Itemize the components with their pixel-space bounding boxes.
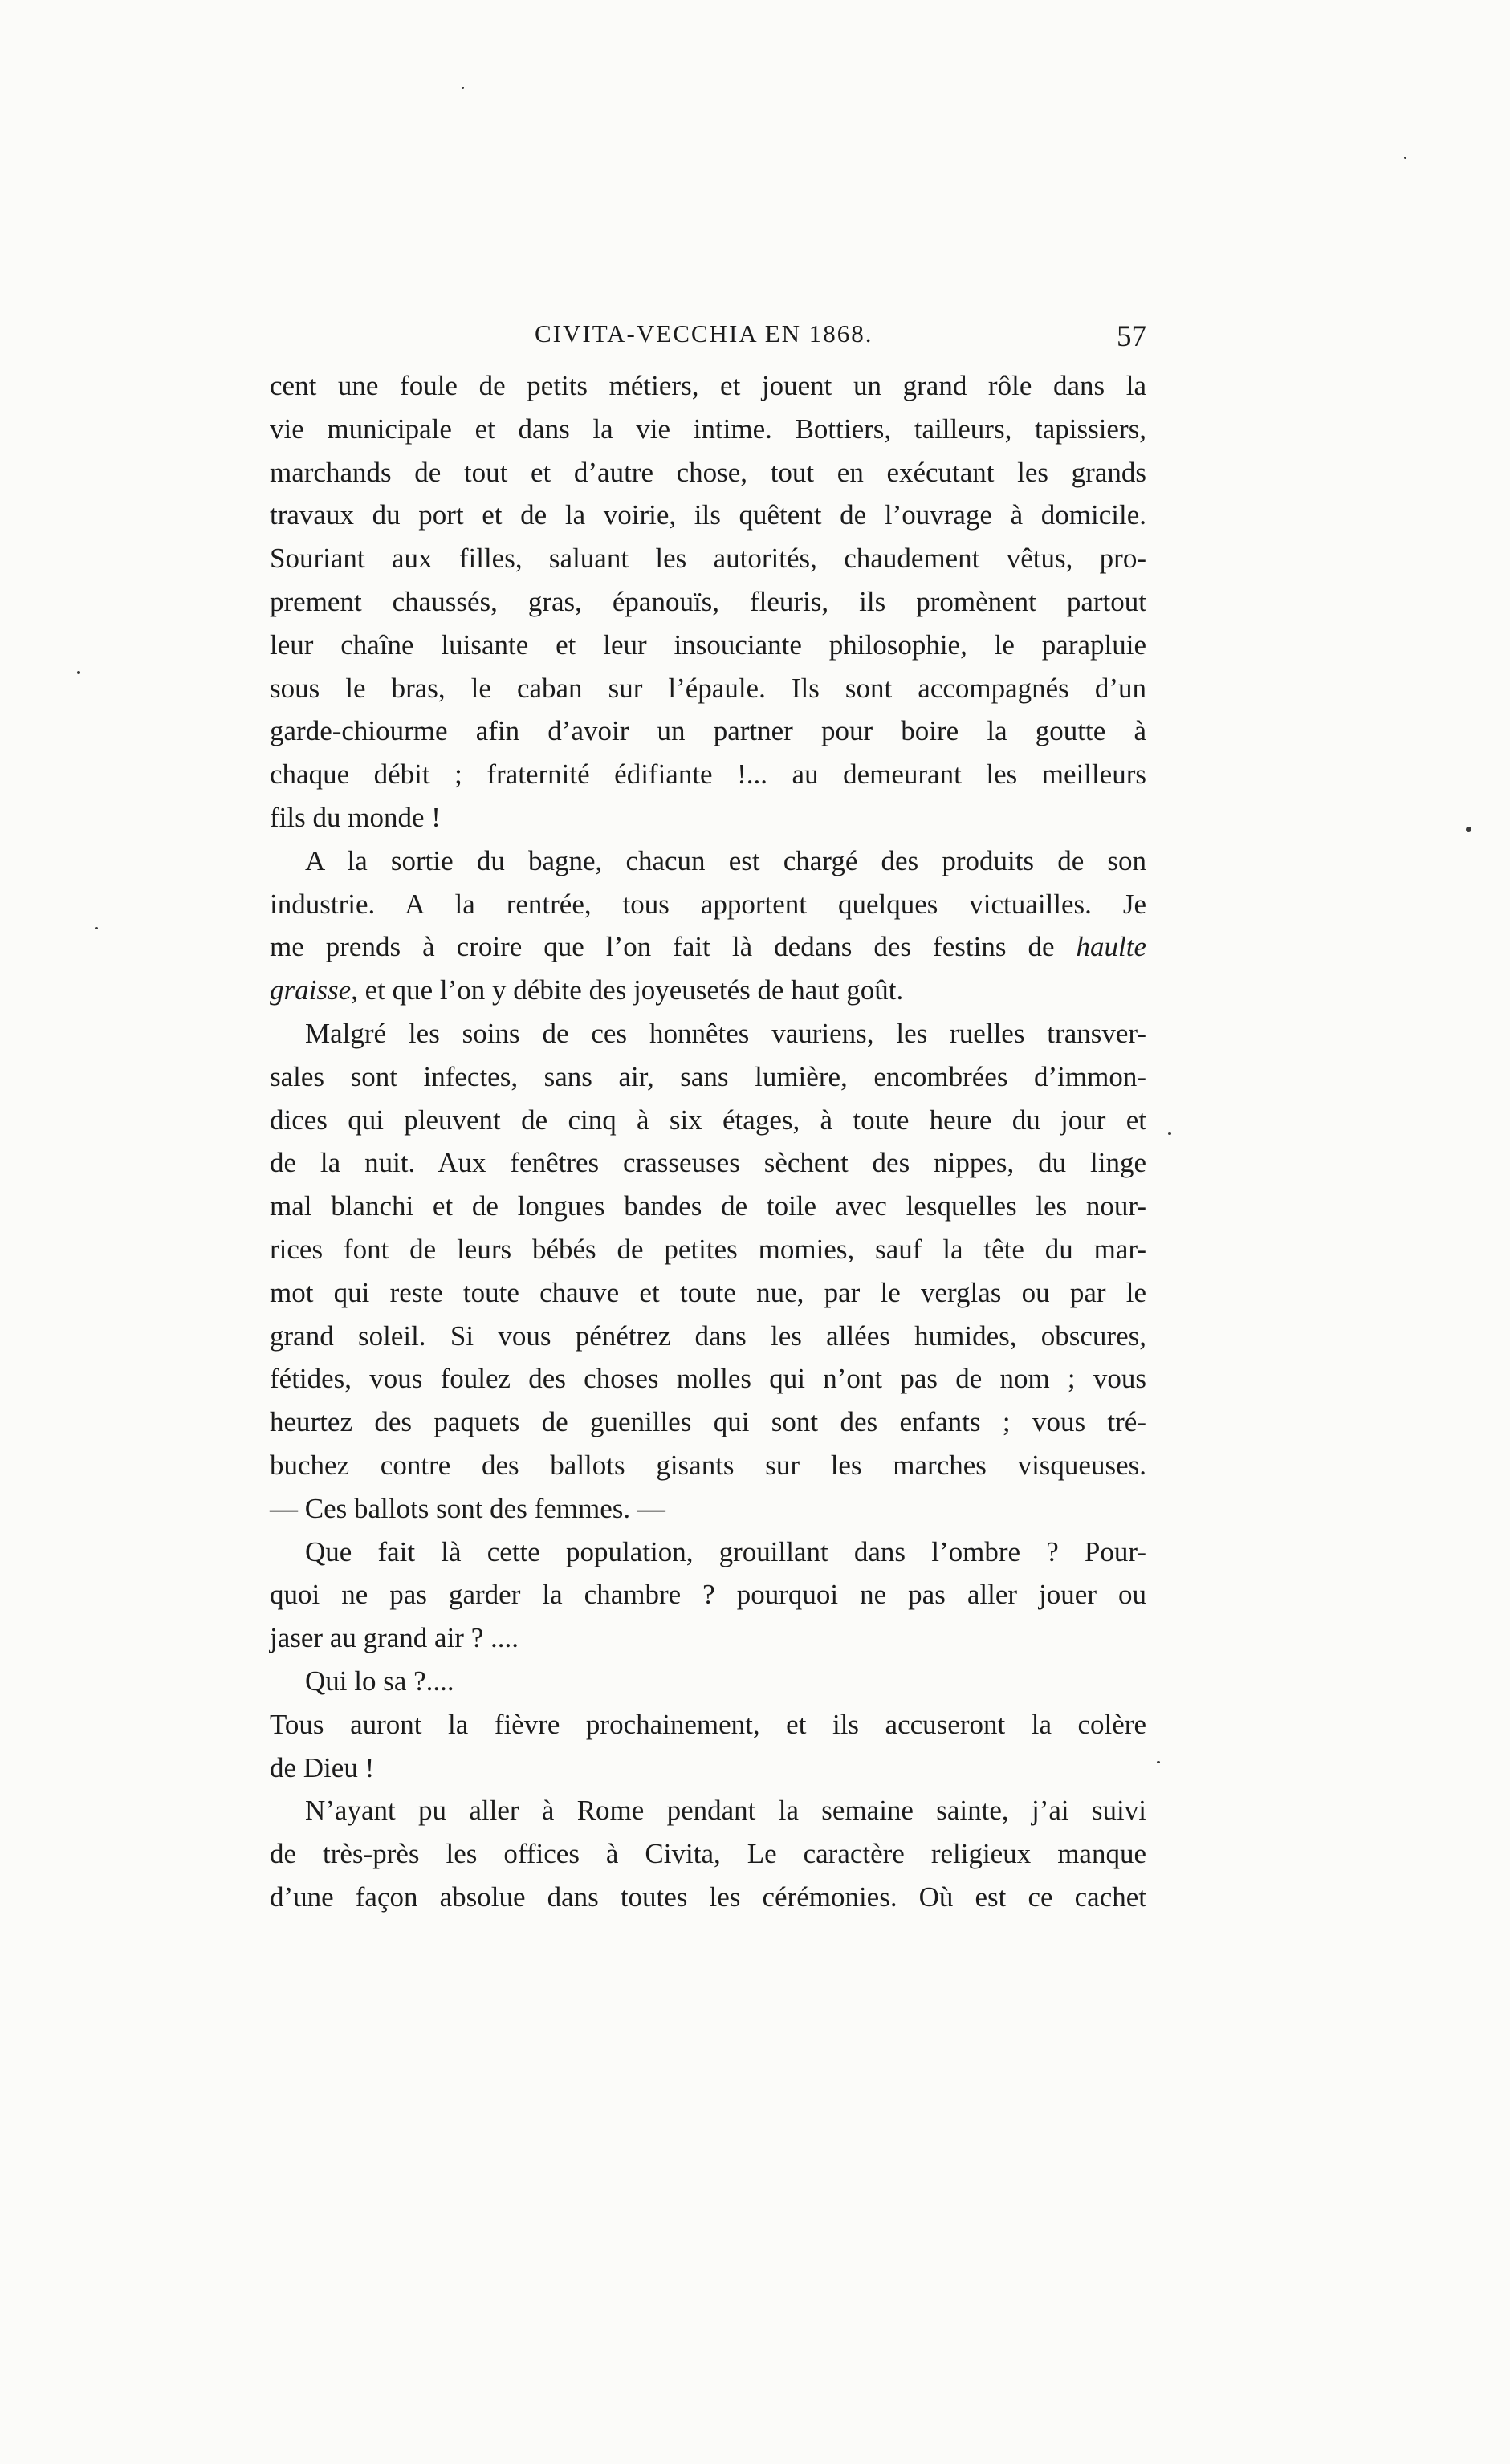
text-line: Malgré les soins de ces honnêtes vauriens, les ruelles transver- bbox=[305, 1017, 1146, 1049]
paper-speck bbox=[1466, 827, 1471, 832]
paper-speck bbox=[1157, 1761, 1160, 1763]
italic-phrase: haulte bbox=[1076, 931, 1147, 963]
text-line: sales sont infectes, sans air, sans lumière, encombrées d’immon- bbox=[270, 1060, 1146, 1092]
text-line: grand soleil. Si vous pénétrez dans les allées humides, obscures, bbox=[270, 1319, 1146, 1352]
text-line: Qui lo sa ?.... bbox=[305, 1665, 454, 1697]
paper-speck bbox=[77, 671, 80, 674]
text-line: leur chaîne luisante et leur insouciante philosophie, le parapluie bbox=[270, 628, 1146, 661]
paper-speck bbox=[1404, 157, 1406, 159]
text-line: garde-chiourme afin d’avoir un partner pour boire la goutte à bbox=[270, 715, 1146, 747]
text-line: travaux du port et de la voirie, ils quêtent de l’ouvrage à domicile. bbox=[270, 499, 1146, 531]
text-line: vie municipale et dans la vie intime. Bottiers, tailleurs, tapissiers, bbox=[270, 413, 1146, 445]
text-line: sous le bras, le caban sur l’épaule. Ils sont accompagnés d’un bbox=[270, 672, 1146, 704]
text-line: de Dieu ! bbox=[270, 1751, 375, 1783]
italic-phrase: graisse bbox=[270, 974, 352, 1006]
text-line: Tous auront la fièvre prochainement, et ils accuseront la colère bbox=[270, 1708, 1146, 1740]
text-line: fils du monde ! bbox=[270, 801, 441, 833]
text-line: jaser au grand air ? .... bbox=[270, 1622, 519, 1654]
body-text bbox=[270, 364, 1146, 1919]
text-fragment: , et que l’on y débite des joyeusetés de haut goût. bbox=[351, 974, 904, 1006]
text-line: N’ayant pu aller à Rome pendant la semaine sainte, j’ai suivi bbox=[305, 1795, 1146, 1827]
text-line-with-italic bbox=[270, 969, 1146, 1012]
text-line: mot qui reste toute chauve et toute nue, par le verglas ou par le bbox=[270, 1276, 1146, 1308]
text-line: prement chaussés, gras, épanouïs, fleuris, ils promènent partout bbox=[270, 585, 1146, 617]
running-title: CIVITA-VECCHIA EN 1868. bbox=[535, 319, 873, 348]
text-line-with-italic bbox=[270, 925, 1146, 969]
text-line: de très-près les offices à Civita, Le caractère religieux manque bbox=[270, 1838, 1146, 1870]
text-line: quoi ne pas garder la chambre ? pourquoi ne pas aller jouer ou bbox=[270, 1579, 1146, 1611]
text-line: mal blanchi et de longues bandes de toile avec lesquelles les nour- bbox=[270, 1190, 1146, 1222]
text-line: Que fait là cette population, grouillant dans l’ombre ? Pour- bbox=[305, 1535, 1146, 1567]
text-fragment: me prends à croire que l’on fait là dedans des festins de bbox=[270, 931, 1055, 963]
text-line: de la nuit. Aux fenêtres crasseuses sèchent des nippes, du linge bbox=[270, 1147, 1146, 1179]
text-line: rices font de leurs bébés de petites momies, sauf la tête du mar- bbox=[270, 1233, 1146, 1265]
text-line: dices qui pleuvent de cinq à six étages, à toute heure du jour et bbox=[270, 1104, 1146, 1136]
text-line: fétides, vous foulez des choses molles qui n’ont pas de nom ; vous bbox=[270, 1363, 1146, 1395]
text-line: industrie. A la rentrée, tous apportent quelques victuailles. Je bbox=[270, 888, 1146, 920]
text-line: A la sortie du bagne, chacun est chargé des produits de son bbox=[305, 844, 1146, 876]
paper-speck bbox=[95, 927, 98, 929]
paper-speck bbox=[1168, 1132, 1171, 1135]
text-line: d’une façon absolue dans toutes les cérémonies. Où est ce cachet bbox=[270, 1881, 1146, 1913]
text-line: buchez contre des ballots gisants sur les marches visqueuses. bbox=[270, 1449, 1146, 1481]
page-number: 57 bbox=[1117, 320, 1146, 353]
text-line: marchands de tout et d’autre chose, tout en exécutant les grands bbox=[270, 456, 1146, 488]
text-line: — Ces ballots sont des femmes. — bbox=[270, 1492, 665, 1524]
text-line: cent une foule de petits métiers, et jouent un grand rôle dans la bbox=[270, 370, 1146, 401]
running-header bbox=[270, 319, 1146, 360]
text-line: heurtez des paquets de guenilles qui sont des enfants ; vous tré- bbox=[270, 1406, 1146, 1438]
text-line: Souriant aux filles, saluant les autorités, chaudement vêtus, pro- bbox=[270, 543, 1146, 575]
text-line: chaque débit ; fraternité édifiante !... au demeurant les meilleurs bbox=[270, 758, 1146, 791]
paper-speck bbox=[462, 87, 464, 89]
